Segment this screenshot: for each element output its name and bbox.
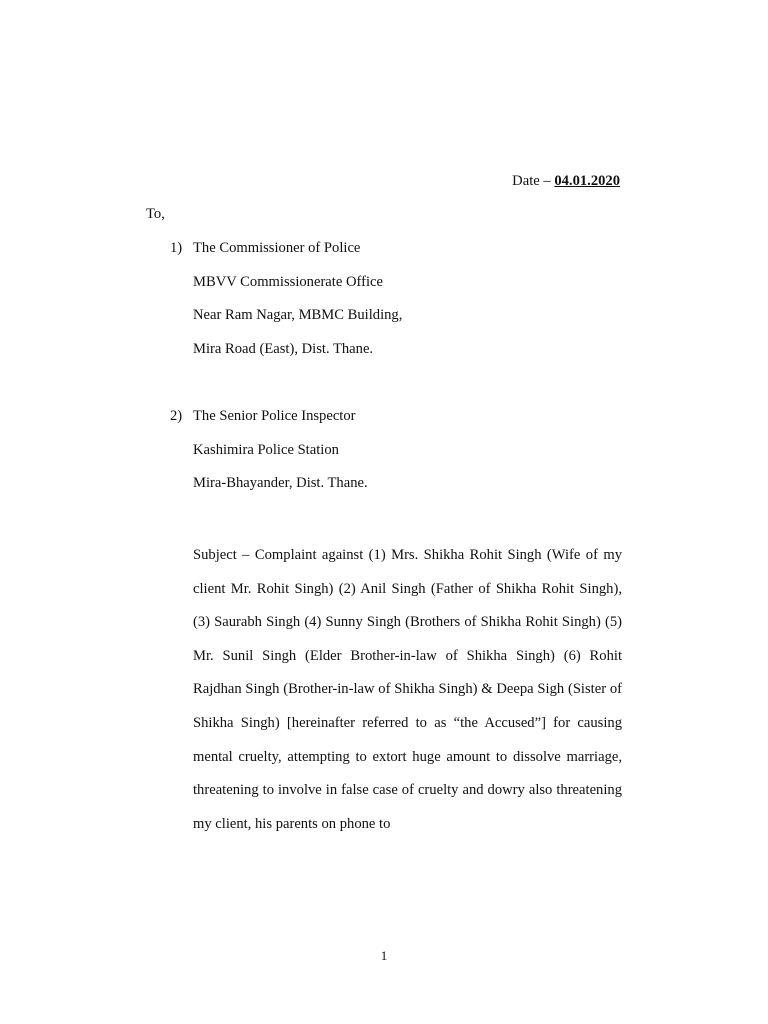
subject-paragraph: Subject – Complaint against (1) Mrs. Shikha Rohit Singh (Wife of my client Mr. Rohit Singh) (2) Anil Singh (Father of Shikha Rohit Singh), (3) Saurabh Singh (4) Sunny Singh (Brothers of Shikha Rohit Singh) (5) Mr. Sunil Singh (Elder Brother-in-law of Shikha Singh) (6) Rohit Rajdhan Singh (Brother-in-law of Shikha Singh) & Deepa Sigh (Sister of Shikha Singh) [hereinafter referred to as “the Accused”] for causing mental cruelty, attempting to extort huge amount to dissolve marriage, threatening to involve in false case of cruelty and dowry also threatening my client, his parents on phone to bbox=[193, 547, 622, 832]
date-value: 04.01.2020 bbox=[554, 173, 620, 189]
recipient-line: Mira Road (East), Dist. Thane. bbox=[193, 340, 374, 357]
recipient-address bbox=[193, 238, 613, 372]
recipient-number: 1) bbox=[170, 240, 183, 256]
recipient-number: 2) bbox=[170, 408, 183, 424]
recipient-line: MBVV Commissionerate Office bbox=[193, 273, 383, 290]
page-number: 1 bbox=[380, 948, 388, 963]
recipient-line: Near Ram Nagar, MBMC Building, bbox=[193, 307, 403, 323]
recipient-line: Mira-Bhayander, Dist. Thane. bbox=[193, 475, 368, 491]
salutation: To, bbox=[146, 206, 165, 222]
date-label: Date – bbox=[512, 173, 551, 189]
recipient-line: The Senior Police Inspector bbox=[193, 408, 356, 424]
recipient-line: The Commissioner of Police bbox=[193, 240, 361, 256]
date-line bbox=[512, 171, 620, 191]
recipient-address bbox=[193, 406, 613, 507]
recipient-line: Kashimira Police Station bbox=[193, 441, 339, 458]
